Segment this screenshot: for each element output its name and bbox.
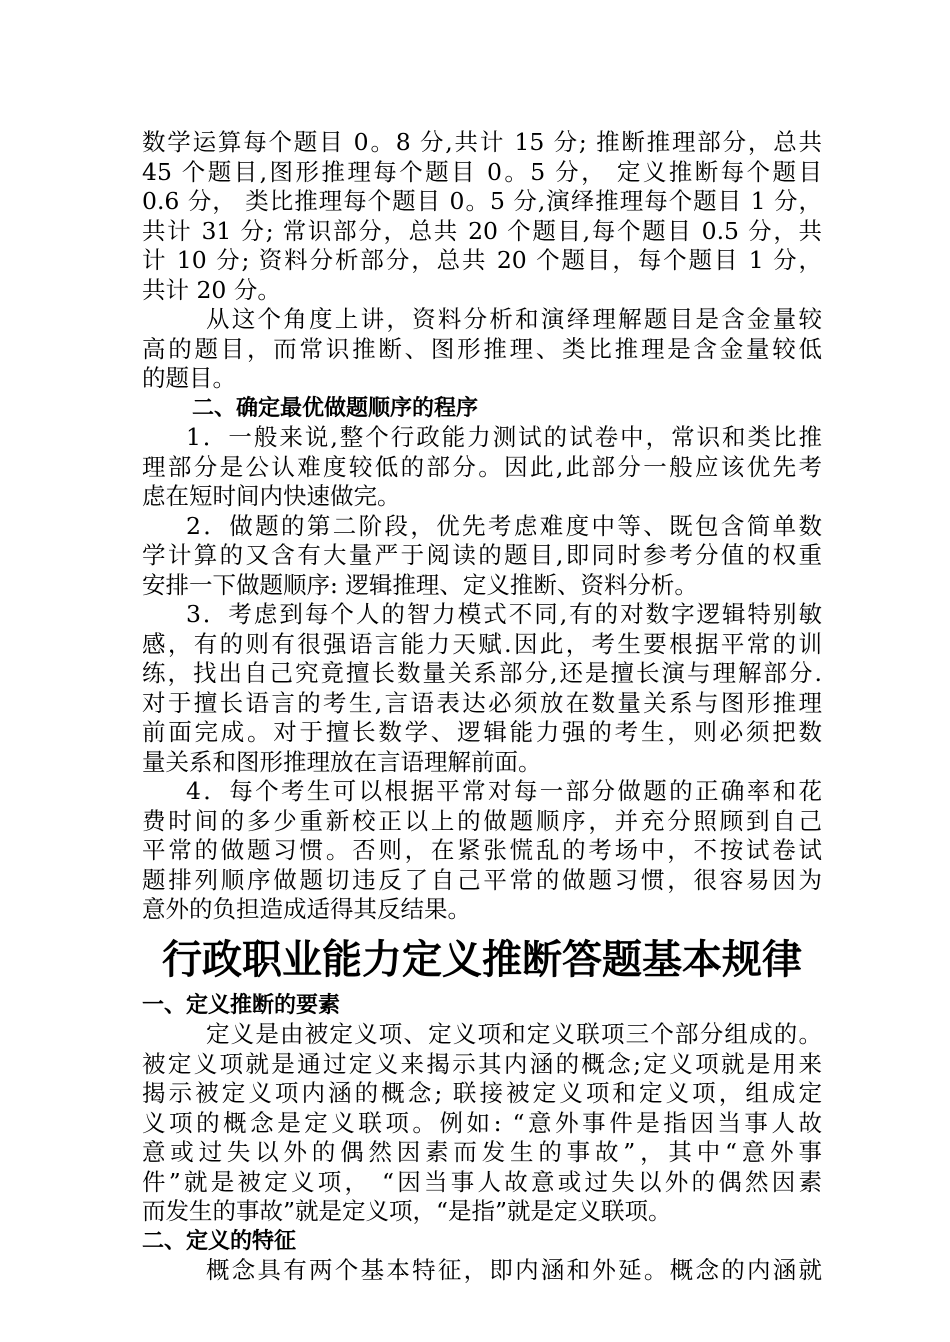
- text-line: 义项的概念是定义联项。例如: “意外事件是指因当事人故: [142, 1108, 822, 1137]
- text-line: 意或过失以外的偶然因素而发生的事故”，其中“意外事: [142, 1138, 822, 1166]
- text-line: 定义是由被定义项、定义项和定义联项三个部分组成的。: [206, 1020, 822, 1048]
- text-line: 感，有的则有很强语言能力天赋.因此，考生要根据平常的训: [142, 629, 822, 658]
- text-line: 而发生的事故”就是定义项，“是指”就是定义联项。: [142, 1197, 672, 1225]
- list-item-2: [142, 512, 822, 601]
- text-line: 揭示被定义项内涵的概念; 联接被定义项和定义项，组成定: [142, 1079, 822, 1107]
- text-line: 被定义项就是通过定义来揭示其内涵的概念;定义项就是用来: [142, 1049, 822, 1078]
- text-line: 对于擅长语言的考生,言语表达必须放在数量关系与图形推理: [142, 688, 822, 717]
- text-line: 共计 20 分。: [142, 275, 281, 304]
- text-line: 学计算的又含有大量严于阅读的题目,即同时参考分值的权重: [142, 541, 822, 569]
- text-line: 前面完成。对于擅长数学、逻辑能力强的考生，则必须把数: [142, 718, 822, 746]
- text-line: 量关系和图形推理放在言语理解前面。: [142, 747, 542, 776]
- text-line: 计 10 分; 资料分析部分，总共 20 个题目，每个题目 1 分，: [142, 246, 822, 274]
- text-line: 虑在短时间内快速做完。: [142, 482, 401, 510]
- text-line: 概念具有两个基本特征，即内涵和外延。概念的内涵就: [206, 1256, 822, 1284]
- text-line: 的题目。: [142, 364, 236, 392]
- section-heading-features: 二、定义的特征: [142, 1228, 297, 1254]
- text-line: 安排一下做题顺序: 逻辑推理、定义推断、资料分析。: [142, 570, 698, 599]
- main-title: 行政职业能力定义推断答题基本规律: [162, 936, 802, 983]
- paragraph-question-value: [142, 305, 822, 394]
- list-item-1: [142, 423, 822, 512]
- text-line: 费时间的多少重新校正以上的做题顺序，并充分照顾到自己: [142, 806, 822, 835]
- text-line: 0.6 分， 类比推理每个题目 0。5 分,演绎推理每个题目 1 分，: [142, 187, 822, 215]
- paragraph-score-distribution: [142, 128, 822, 305]
- paragraph-definition-features: [142, 1256, 822, 1286]
- document-page: [142, 128, 822, 1286]
- text-line: 45 个题目,图形推理每个题目 0。5 分， 定义推断每个题目: [142, 157, 822, 186]
- text-line: 平常的做题习惯。否则，在紧张慌乱的考场中，不按试卷试: [142, 836, 822, 864]
- text-line: 1．一般来说,整个行政能力测试的试卷中，常识和类比推: [186, 423, 822, 451]
- section-heading-order: 二、确定最优做题顺序的程序: [192, 395, 479, 421]
- text-line: 件”就是被定义项， “因当事人故意或过失以外的偶然因素: [142, 1167, 822, 1196]
- text-line: 意外的负担造成适得其反结果。: [142, 895, 471, 923]
- text-line: 题排列顺序做题切违反了自己平常的做题习惯，很容易因为: [142, 865, 822, 894]
- text-line: 从这个角度上讲，资料分析和演绎理解题目是含金量较: [206, 305, 822, 333]
- text-line: 数学运算每个题目 0。8 分,共计 15 分; 推断推理部分，总共: [142, 128, 822, 156]
- paragraph-definition-elements: [142, 1020, 822, 1227]
- text-line: 高的题目，而常识推断、图形推理、类比推理是含金量较低: [142, 334, 822, 363]
- text-line: 2．做题的第二阶段，优先考虑难度中等、既包含简单数: [186, 511, 822, 540]
- text-line: 共计 31 分; 常识部分，总共 20 个题目,每个题目 0.5 分，共: [142, 216, 822, 245]
- text-line: 3．考虑到每个人的智力模式不同,有的对数字逻辑特别敏: [186, 600, 822, 628]
- text-line: 练，找出自己究竟擅长数量关系部分,还是擅长演与理解部分.: [142, 659, 822, 687]
- list-item-4: [142, 777, 822, 925]
- section-heading-elements: 一、定义推断的要素: [142, 992, 341, 1018]
- list-item-3: [142, 600, 822, 777]
- text-line: 4．每个考生可以根据平常对每一部分做题的正确率和花: [186, 777, 822, 805]
- text-line: 理部分是公认难度较低的部分。因此,此部分一般应该优先考: [142, 452, 822, 481]
